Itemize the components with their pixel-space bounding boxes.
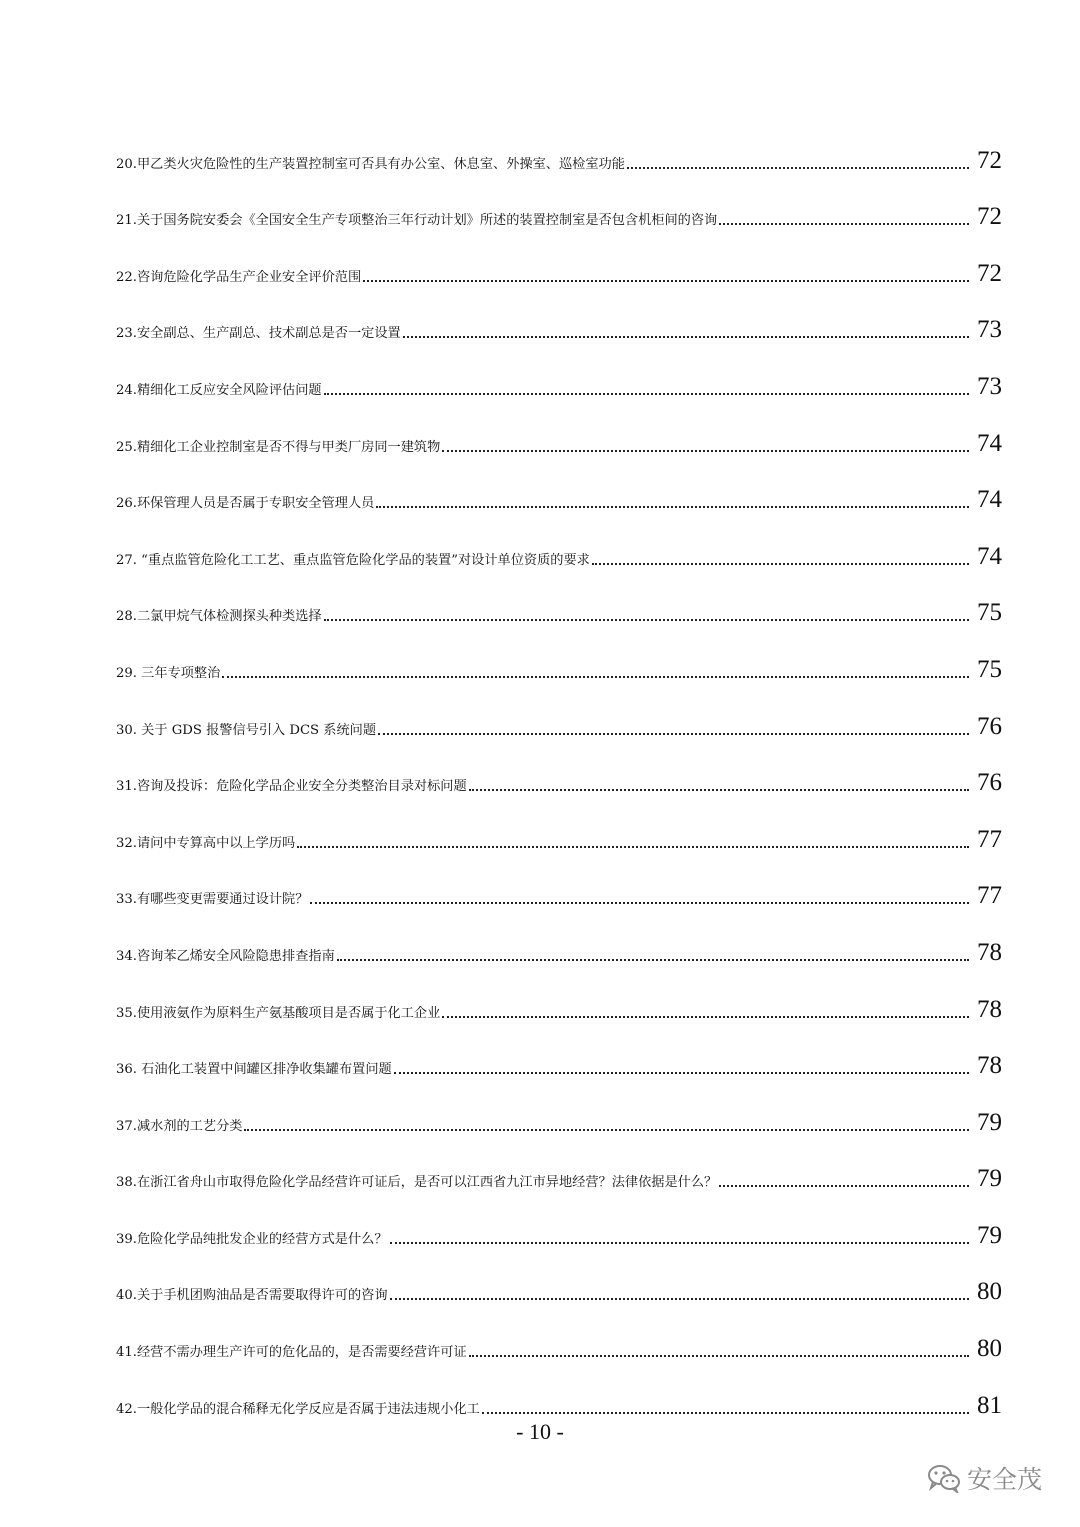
toc-entry-page: 81 bbox=[977, 1391, 1002, 1419]
toc-entry-page: 72 bbox=[977, 203, 1002, 231]
toc-dot-leader bbox=[324, 393, 969, 395]
toc-dot-leader bbox=[297, 846, 969, 848]
toc-dot-leader bbox=[719, 223, 969, 225]
toc-entry-title: 39.危险化学品纯批发企业的经营方式是什么？ bbox=[116, 1231, 388, 1247]
toc-entry-title: 35.使用液氨作为原料生产氨基酸项目是否属于化工企业 bbox=[116, 1005, 441, 1021]
toc-entry[interactable] bbox=[116, 458, 1002, 515]
toc-entry[interactable] bbox=[116, 175, 1002, 232]
toc-dot-leader bbox=[442, 450, 969, 452]
toc-dot-leader bbox=[403, 336, 969, 338]
toc-entry-title: 26.环保管理人员是否属于专职安全管理人员 bbox=[116, 496, 375, 512]
toc-dot-leader bbox=[719, 1185, 969, 1187]
toc-entry-title: 21.关于国务院安委会《全国安全生产专项整治三年行动计划》所述的装置控制室是否包含机柜间的咨询 bbox=[116, 213, 718, 229]
toc-entry-title: 20.甲乙类火灾危险性的生产装置控制室可否具有办公室、休息室、外操室、巡检室功能 bbox=[116, 156, 625, 172]
toc-dot-leader bbox=[363, 280, 969, 282]
toc-entry[interactable] bbox=[116, 1363, 1002, 1420]
table-of-contents bbox=[116, 118, 1002, 1420]
toc-entry-title: 24.精细化工反应安全风险评估问题 bbox=[116, 382, 322, 398]
toc-entry[interactable] bbox=[116, 627, 1002, 684]
toc-dot-leader bbox=[482, 1412, 969, 1414]
toc-entry[interactable] bbox=[116, 1024, 1002, 1081]
toc-entry[interactable] bbox=[116, 1137, 1002, 1194]
watermark bbox=[927, 1460, 1042, 1496]
toc-dot-leader bbox=[310, 902, 969, 904]
toc-entry[interactable] bbox=[116, 571, 1002, 628]
toc-entry-page: 75 bbox=[977, 599, 1002, 627]
toc-dot-leader bbox=[394, 1072, 969, 1074]
toc-dot-leader bbox=[244, 1129, 969, 1131]
toc-entry-title: 34.咨询苯乙烯安全风险隐患排查指南 bbox=[116, 948, 335, 964]
toc-entry-title: 27. “重点监管危险化工工艺、重点监管危险化学品的装置”对设计单位资质的要求 bbox=[116, 552, 590, 568]
toc-entry-title: 25.精细化工企业控制室是否不得与甲类厂房同一建筑物 bbox=[116, 439, 441, 455]
toc-entry-page: 73 bbox=[977, 316, 1002, 344]
toc-entry-page: 73 bbox=[977, 372, 1002, 400]
toc-entry-title: 37.减水剂的工艺分类 bbox=[116, 1118, 243, 1134]
toc-entry-page: 78 bbox=[977, 938, 1002, 966]
page-number: - 10 - bbox=[516, 1419, 564, 1444]
toc-entry[interactable] bbox=[116, 684, 1002, 741]
toc-entry-page: 75 bbox=[977, 655, 1002, 683]
toc-entry[interactable] bbox=[116, 1250, 1002, 1307]
toc-entry-page: 76 bbox=[977, 712, 1002, 740]
toc-entry[interactable] bbox=[116, 1080, 1002, 1137]
toc-dot-leader bbox=[627, 167, 969, 169]
wechat-icon bbox=[927, 1463, 961, 1493]
toc-entry-title: 22.咨询危险化学品生产企业安全评价范围 bbox=[116, 269, 362, 285]
toc-entry-title: 38.在浙江省舟山市取得危险化学品经营许可证后，是否可以江西省九江市异地经营？法律依据是什么？ bbox=[116, 1175, 718, 1191]
toc-entry-title: 41.经营不需办理生产许可的危化品的，是否需要经营许可证 bbox=[116, 1345, 467, 1361]
toc-entry-page: 78 bbox=[977, 1052, 1002, 1080]
watermark-text: 安全茂 bbox=[966, 1465, 1042, 1494]
toc-entry[interactable] bbox=[116, 1193, 1002, 1250]
toc-entry-title: 28.二氯甲烷气体检测探头种类选择 bbox=[116, 609, 322, 625]
toc-entry-title: 40.关于手机团购油品是否需要取得许可的咨询 bbox=[116, 1288, 388, 1304]
toc-entry-page: 74 bbox=[977, 486, 1002, 514]
toc-entry[interactable] bbox=[116, 741, 1002, 798]
toc-entry[interactable] bbox=[116, 854, 1002, 911]
toc-dot-leader bbox=[442, 1016, 969, 1018]
toc-entry-page: 76 bbox=[977, 769, 1002, 797]
toc-entry-page: 72 bbox=[977, 146, 1002, 174]
toc-dot-leader bbox=[376, 506, 969, 508]
toc-entry[interactable] bbox=[116, 288, 1002, 345]
toc-entry-title: 29. 三年专项整治 bbox=[116, 665, 221, 681]
toc-dot-leader bbox=[469, 1355, 969, 1357]
toc-entry-title: 30. 关于 GDS 报警信号引入 DCS 系统问题 bbox=[116, 722, 377, 738]
toc-entry-title: 36. 石油化工装置中间罐区排净收集罐布置问题 bbox=[116, 1062, 392, 1078]
toc-entry-page: 80 bbox=[977, 1278, 1002, 1306]
toc-dot-leader bbox=[469, 789, 969, 791]
toc-entry[interactable] bbox=[116, 797, 1002, 854]
toc-entry-page: 77 bbox=[977, 882, 1002, 910]
toc-entry[interactable] bbox=[116, 118, 1002, 175]
toc-dot-leader bbox=[390, 1242, 969, 1244]
toc-entry-page: 79 bbox=[977, 1165, 1002, 1193]
toc-dot-leader bbox=[592, 563, 969, 565]
toc-entry[interactable] bbox=[116, 967, 1002, 1024]
toc-entry-title: 32.请问中专算高中以上学历吗 bbox=[116, 835, 296, 851]
toc-entry-page: 72 bbox=[977, 259, 1002, 287]
toc-entry-page: 78 bbox=[977, 995, 1002, 1023]
toc-entry[interactable] bbox=[116, 344, 1002, 401]
toc-entry-page: 79 bbox=[977, 1108, 1002, 1136]
toc-entry-page: 74 bbox=[977, 429, 1002, 457]
toc-entry[interactable] bbox=[116, 514, 1002, 571]
toc-entry-page: 74 bbox=[977, 542, 1002, 570]
toc-dot-leader bbox=[378, 733, 969, 735]
toc-dot-leader bbox=[337, 959, 969, 961]
toc-entry-title: 33.有哪些变更需要通过设计院？ bbox=[116, 892, 309, 908]
toc-dot-leader bbox=[222, 676, 969, 678]
toc-entry[interactable] bbox=[116, 231, 1002, 288]
toc-dot-leader bbox=[324, 619, 969, 621]
toc-entry[interactable] bbox=[116, 401, 1002, 458]
toc-entry-title: 42.一般化学品的混合稀释无化学反应是否属于违法违规小化工 bbox=[116, 1401, 480, 1417]
toc-dot-leader bbox=[390, 1298, 969, 1300]
toc-entry-page: 79 bbox=[977, 1221, 1002, 1249]
toc-entry-page: 77 bbox=[977, 825, 1002, 853]
toc-entry[interactable] bbox=[116, 1306, 1002, 1363]
toc-entry[interactable] bbox=[116, 910, 1002, 967]
toc-entry-title: 31.咨询及投诉：危险化学品企业安全分类整治目录对标问题 bbox=[116, 779, 467, 795]
toc-entry-title: 23.安全副总、生产副总、技术副总是否一定设置 bbox=[116, 326, 401, 342]
toc-entry-page: 80 bbox=[977, 1335, 1002, 1363]
